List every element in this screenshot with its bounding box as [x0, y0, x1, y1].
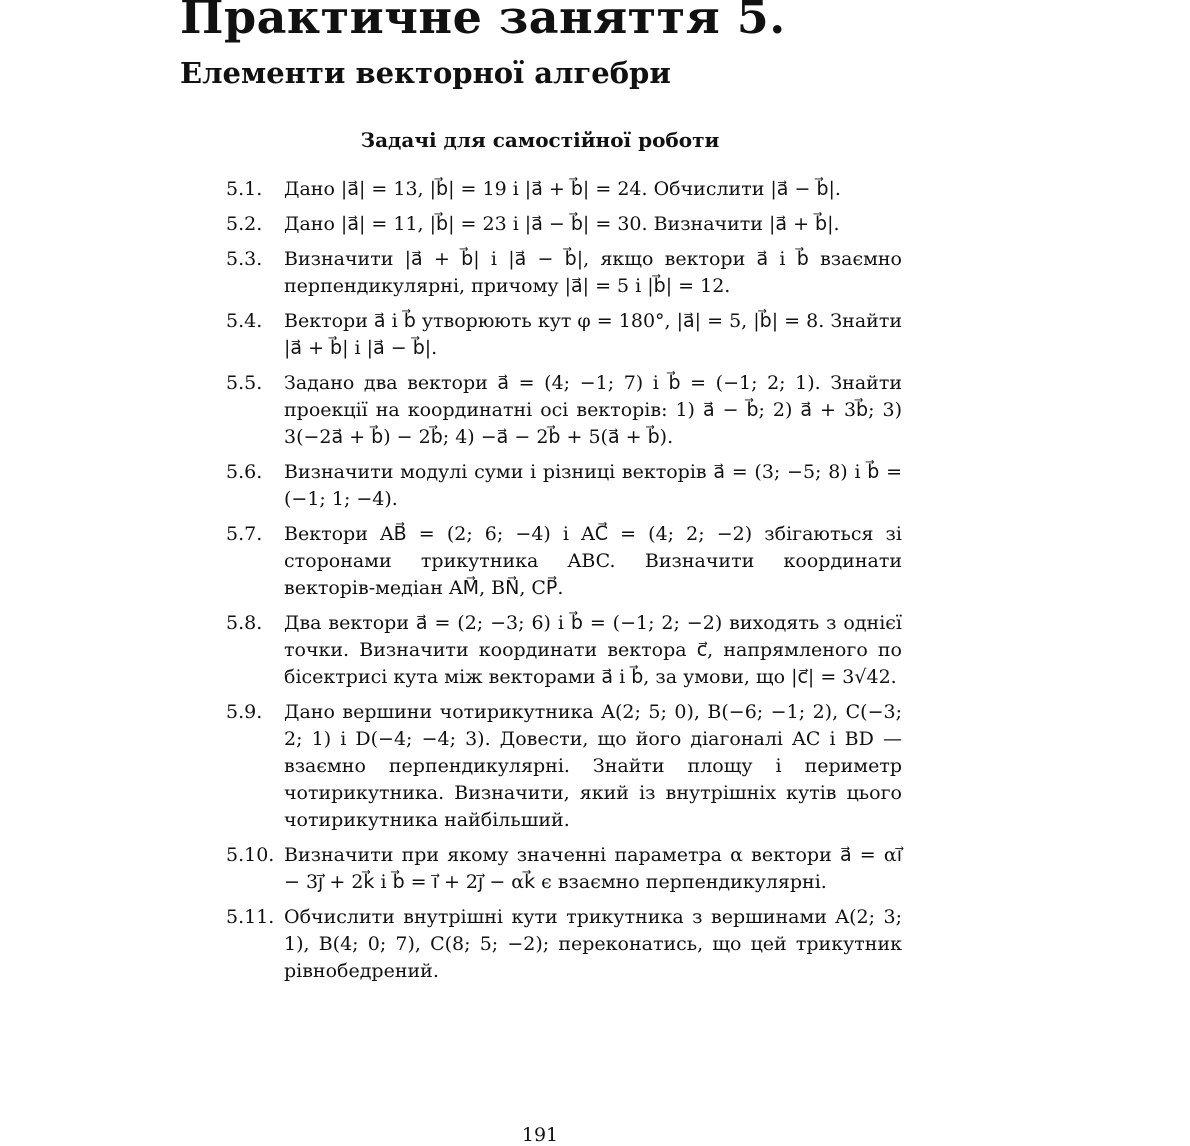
problem-text: Дано |a⃗| = 11, |b⃗| = 23 і |a⃗ − b⃗| = 30. Визначити |a⃗ + b⃗|. [284, 213, 840, 235]
page-subtitle: Елементи векторної алгебри [180, 56, 671, 90]
section-heading: Задачі для самостійної роботи [360, 128, 720, 152]
page-title: Практичне заняття 5. [180, 0, 786, 44]
problem-number: 5.10. [226, 844, 275, 866]
problem-item [226, 176, 902, 203]
problem-number: 5.4. [226, 310, 263, 332]
problem-text: Визначити при якому значенні параметра α вектори a⃗ = αi⃗ − 3j⃗ + 2k⃗ і b⃗ = i⃗ + 2j⃗ − αk⃗ є взаємно перпендикулярні. [284, 844, 902, 893]
problem-item [226, 459, 902, 513]
problem-number: 5.8. [226, 612, 263, 634]
problem-item [226, 904, 902, 985]
problem-item [226, 521, 902, 602]
problem-item [226, 699, 902, 834]
problem-number: 5.1. [226, 178, 263, 200]
problem-number: 5.3. [226, 248, 263, 270]
problem-item [226, 211, 902, 238]
problem-number: 5.9. [226, 701, 263, 723]
problem-number: 5.11. [226, 906, 275, 928]
problem-text: Дано вершини чотирикутника A(2; 5; 0), B(−6; −1; 2), C(−3; 2; 1) і D(−4; −4; 3). Довести, що його діагоналі AC і BD — взаємно перпендикулярні. Знайти площу і периметр чотирикутника. Визначити, який із внутрішніх кутів цього чотирикутника найбільший. [284, 701, 902, 831]
problem-text: Обчислити внутрішні кути трикутника з вершинами A(2; 3; 1), B(4; 0; 7), C(8; 5; −2); переконатись, що цей трикутник рівнобедрений. [284, 906, 902, 982]
problem-item [226, 246, 902, 300]
problem-item [226, 370, 902, 451]
problem-item [226, 610, 902, 691]
problem-list [226, 176, 902, 993]
problem-item [226, 308, 902, 362]
problem-item [226, 842, 902, 896]
problem-text: Задано два вектори a⃗ = (4; −1; 7) і b⃗ = (−1; 2; 1). Знайти проекції на координатні осі векторів: 1) a⃗ − b⃗; 2) a⃗ + 3b⃗; 3) 3(−2a⃗ + b⃗) − 2b⃗; 4) −a⃗ − 2b⃗ + 5(a⃗ + b⃗). [284, 372, 902, 448]
problem-text: Визначити модулі суми і різниці векторів a⃗ = (3; −5; 8) і b⃗ = (−1; 1; −4). [284, 461, 902, 510]
problem-number: 5.7. [226, 523, 263, 545]
page-number: 191 [521, 1124, 559, 1146]
problem-text: Визначити |a⃗ + b⃗| і |a⃗ − b⃗|, якщо вектори a⃗ і b⃗ взаємно перпендикулярні, причому |a⃗| = 5 і |b⃗| = 12. [284, 248, 902, 297]
problem-text: Два вектори a⃗ = (2; −3; 6) і b⃗ = (−1; 2; −2) виходять з однієї точки. Визначити координати вектора c⃗, напрямленого по бісектрисі кута між векторами a⃗ і b⃗, за умови, що |c⃗| = 3√42. [284, 612, 902, 688]
problem-number: 5.6. [226, 461, 263, 483]
problem-text: Дано |a⃗| = 13, |b⃗| = 19 і |a⃗ + b⃗| = 24. Обчислити |a⃗ − b⃗|. [284, 178, 841, 200]
problem-number: 5.2. [226, 213, 263, 235]
problem-number: 5.5. [226, 372, 263, 394]
problem-text: Вектори a⃗ і b⃗ утворюють кут φ = 180°, |a⃗| = 5, |b⃗| = 8. Знайти |a⃗ + b⃗| і |a⃗ − b⃗|. [284, 310, 902, 359]
problem-text: Вектори AB⃗ = (2; 6; −4) і AC⃗ = (4; 2; −2) збігаються зі сторонами трикутника ABC. Визначити координати векторів-медіан AM⃗, BN⃗, CP⃗. [284, 523, 902, 599]
